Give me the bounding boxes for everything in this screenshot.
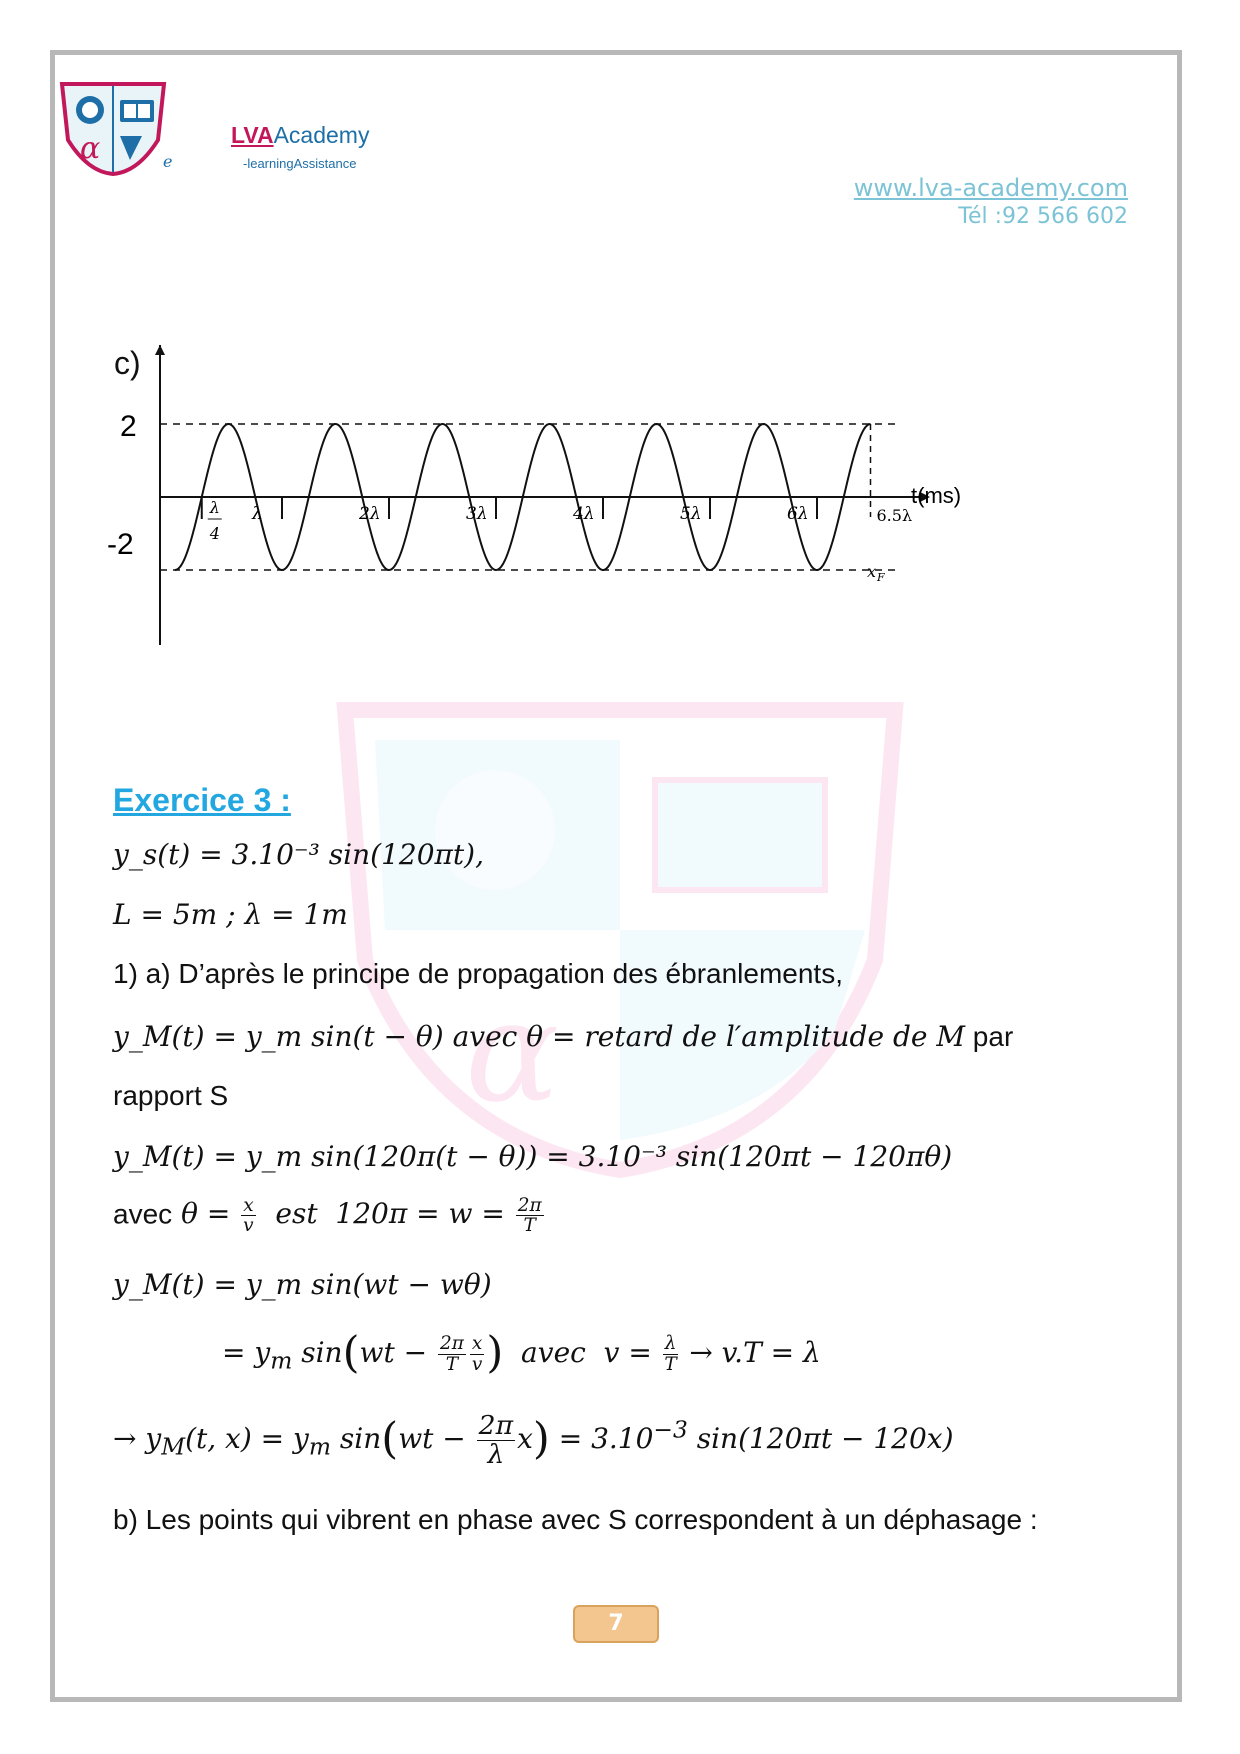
brand-e-letter: e (163, 152, 173, 171)
graph-part-label: c) (114, 345, 141, 381)
equation-ym-delay-math: y_M(t) = y_m sin(t − θ) avec θ = retard de l′amplitude de M (113, 1020, 966, 1053)
page-number: 7 (573, 1605, 659, 1643)
x-axis-label: t(ms) (911, 483, 962, 508)
equation-source-text: y_s(t) = 3.10⁻³ sin(120πt), (113, 838, 484, 871)
equation-ym-delay-text: par (965, 1021, 1014, 1052)
text-rapport-s: rapport S (113, 1080, 229, 1111)
x-tick-label: 5λ (680, 504, 702, 524)
equation-source (113, 838, 484, 871)
avec-text: avec (113, 1198, 173, 1230)
wave-graph (105, 345, 1105, 655)
brand-subtitle: -learningAssistance (243, 156, 357, 171)
x-tick-label: 4λ (573, 504, 595, 524)
x-tick-label-quarter-num: λ (209, 498, 220, 517)
watermark-shield (335, 700, 905, 1180)
lva-academy-logo (58, 80, 168, 176)
curve-label-sub: F (877, 571, 885, 584)
question-1a: 1) a) D’après le principe de propagation des ébranlements, (113, 958, 843, 989)
phone-number: Tél :92 566 602 (958, 204, 1128, 229)
y-tick-max: 2 (120, 410, 137, 443)
y-tick-min: -2 (107, 528, 134, 561)
svg-text:α: α (465, 971, 560, 1134)
x-tick-label-end: 6.5λ (876, 506, 913, 525)
equation-ym-final: → $y_M(t$, $x) = y_m$ sin(wt − $\frac{2\pi}{\lambda}$ $x) = 3.10^{-3}$ sin(120πt − 120x) (113, 1410, 954, 1470)
website-link[interactable]: www.lva-academy.com (853, 174, 1128, 202)
equation-ym-wt: y_M(t) = y_m sin(wt − wθ) (113, 1268, 492, 1301)
x-tick-label: 6λ (787, 504, 809, 524)
x-tick-label-quarter-den: 4 (209, 524, 220, 543)
equation-length-wavelength: L = 5m ; λ = 1m (113, 898, 348, 931)
exercise-title: Exercice 3 : (113, 782, 291, 818)
svg-text:α: α (80, 131, 101, 166)
equation-ym-wave: = $y_m$ sin(wt − $\frac{2\pi}{T}$ $\frac{x}{v}$ ) avec v = $\frac{\lambda}{T}$ → v.T = λ (222, 1328, 821, 1378)
y-axis-arrow (155, 345, 165, 355)
brand-academy: Academy (273, 122, 370, 148)
x-tick-label: 3λ (466, 504, 488, 524)
equation-ym-delay (113, 1020, 1013, 1053)
x-tick-label: 2λ (359, 504, 381, 524)
equation-theta-definition: avec θ = $\frac{x}{v}$ est 120π = w = $\frac{2\pi}{T}$ (113, 1195, 542, 1237)
x-tick-label: λ (252, 504, 263, 524)
question-1b: b) Les points qui vibrent en phase avec S correspondent à un déphasage : (113, 1504, 1038, 1535)
brand-lva: LVA (231, 122, 274, 148)
equation-ym-expanded: y_M(t) = y_m sin(120π(t − θ)) = 3.10⁻³ sin(120πt − 120πθ) (113, 1140, 953, 1173)
brand-name (231, 122, 369, 149)
curve-label-x: x (867, 562, 877, 581)
